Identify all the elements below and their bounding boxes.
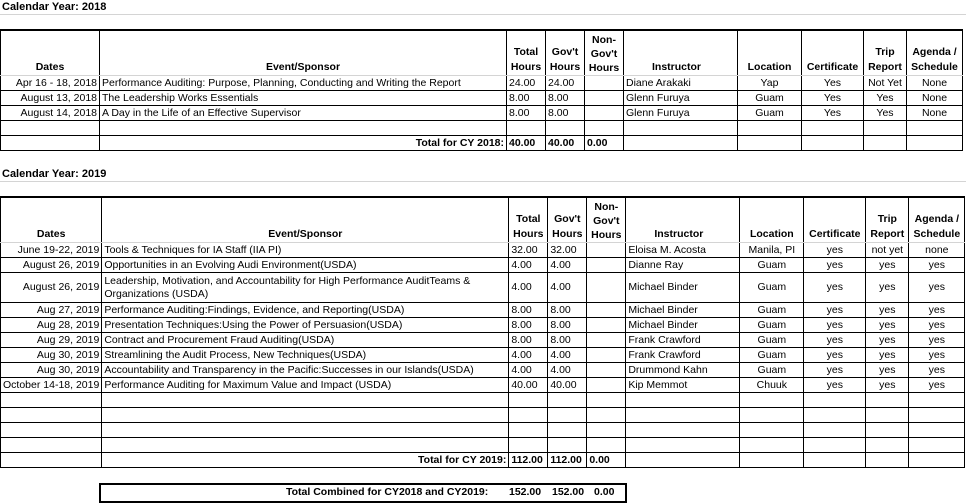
header-instructor: Instructor: [624, 30, 738, 76]
row-non-gov-hours: [585, 91, 624, 106]
row-event: Opportunities in an Evolving Audi Environment(USDA): [102, 258, 509, 273]
blank-cell: [909, 393, 965, 408]
table-row: [1, 378, 965, 393]
row-event: Performance Auditing:Findings, Evidence, and Reporting(USDA): [102, 303, 509, 318]
header-trip-report: Trip Report: [864, 30, 907, 76]
row-non-gov-hours: [587, 333, 626, 348]
blank-cell: [102, 393, 509, 408]
blank-cell: [587, 408, 626, 423]
blank-cell: [740, 438, 804, 453]
row-total-hours: 8.00: [509, 333, 548, 348]
blank-cell: [507, 121, 546, 136]
blank-cell: [866, 408, 909, 423]
blank-cell: [102, 438, 509, 453]
row-non-gov-hours: [587, 243, 626, 258]
row-dates: Aug 29, 2019: [1, 333, 102, 348]
row-trip-report: yes: [866, 273, 909, 303]
row-dates: Aug 30, 2019: [1, 348, 102, 363]
blank-row: [1, 423, 965, 438]
row-agenda: yes: [909, 303, 965, 318]
row-event: Tools & Techniques for IA Staff (IIA PI): [102, 243, 509, 258]
table-row: [1, 303, 965, 318]
blank-row: [1, 408, 965, 423]
blank-cell: [740, 393, 804, 408]
total-blank: [1, 453, 102, 468]
row-dates: August 26, 2019: [1, 273, 102, 303]
row-total-hours: 4.00: [509, 258, 548, 273]
row-certificate: Yes: [802, 91, 864, 106]
row-non-gov-hours: [587, 273, 626, 303]
row-non-gov-hours: [585, 76, 624, 91]
row-location: Guam: [740, 258, 804, 273]
blank-cell: [866, 393, 909, 408]
total-blank: [1, 136, 100, 151]
header-non-gov-hours: Non- Gov't Hours: [587, 197, 626, 243]
blank-cell: [585, 121, 624, 136]
row-trip-report: not yet: [866, 243, 909, 258]
blank-cell: [100, 121, 507, 136]
table-row: [1, 348, 965, 363]
row-agenda: none: [909, 243, 965, 258]
combined-total-label: Total Combined for CY2018 and CY2019:: [286, 486, 489, 498]
row-agenda: yes: [909, 318, 965, 333]
row-certificate: yes: [804, 348, 866, 363]
total-blank: [804, 453, 866, 468]
blank-cell: [548, 423, 587, 438]
header-total-hours: Total Hours: [507, 30, 546, 76]
row-gov-hours: 4.00: [548, 348, 587, 363]
row-event: The Leadership Works Essentials: [100, 91, 507, 106]
total-blank: [864, 136, 907, 151]
row-location: Yap: [738, 76, 802, 91]
total-label: Total for CY 2018:: [100, 136, 507, 151]
row-location: Guam: [740, 303, 804, 318]
table-2019: [0, 196, 965, 468]
row-certificate: yes: [804, 243, 866, 258]
total-gov-hours: 40.00: [546, 136, 585, 151]
combined-total-row: [99, 483, 627, 503]
blank-cell: [740, 408, 804, 423]
blank-cell: [802, 121, 864, 136]
header-trip-report: Trip Report: [866, 197, 909, 243]
row-gov-hours: 4.00: [548, 363, 587, 378]
blank-cell: [546, 121, 585, 136]
blank-cell: [509, 423, 548, 438]
table-row: [1, 318, 965, 333]
blank-cell: [102, 423, 509, 438]
row-trip-report: yes: [866, 258, 909, 273]
blank-cell: [1, 438, 102, 453]
blank-cell: [907, 121, 963, 136]
row-instructor: Kip Memmot: [626, 378, 740, 393]
row-total-hours: 8.00: [509, 303, 548, 318]
row-agenda: yes: [909, 378, 965, 393]
blank-cell: [102, 408, 509, 423]
blank-cell: [804, 408, 866, 423]
total-blank: [738, 136, 802, 151]
row-instructor: Diane Arakaki: [624, 76, 738, 91]
row-gov-hours: 24.00: [546, 76, 585, 91]
row-trip-report: yes: [866, 303, 909, 318]
table-row: [1, 106, 963, 121]
blank-row: [1, 121, 963, 136]
row-event: Performance Auditing: Purpose, Planning, Conducting and Writing the Report: [100, 76, 507, 91]
table-2018: [0, 29, 963, 151]
blank-cell: [626, 393, 740, 408]
row-trip-report: Not Yet: [864, 76, 907, 91]
header-event: Event/Sponsor: [100, 30, 507, 76]
table-row: [1, 273, 965, 303]
row-agenda: None: [907, 106, 963, 121]
header-agenda: Agenda / Schedule: [907, 30, 963, 76]
row-certificate: yes: [804, 258, 866, 273]
row-total-hours: 8.00: [507, 106, 546, 121]
header-gov-hours: Gov't Hours: [546, 30, 585, 76]
row-non-gov-hours: [587, 378, 626, 393]
blank-cell: [804, 423, 866, 438]
header-dates: Dates: [1, 197, 102, 243]
row-location: Guam: [740, 363, 804, 378]
table-row: [1, 363, 965, 378]
total-non-gov-hours: 0.00: [587, 453, 626, 468]
row-gov-hours: 4.00: [548, 258, 587, 273]
table-row: [1, 243, 965, 258]
row-instructor: Frank Crawford: [626, 333, 740, 348]
total-blank: [866, 453, 909, 468]
row-instructor: Drummond Kahn: [626, 363, 740, 378]
row-gov-hours: 32.00: [548, 243, 587, 258]
header-certificate: Certificate: [804, 197, 866, 243]
row-certificate: yes: [804, 318, 866, 333]
row-dates: Aug 30, 2019: [1, 363, 102, 378]
row-location: Manila, PI: [740, 243, 804, 258]
blank-cell: [909, 423, 965, 438]
header-agenda: Agenda / Schedule: [909, 197, 965, 243]
total-blank: [626, 453, 740, 468]
blank-cell: [626, 438, 740, 453]
blank-cell: [738, 121, 802, 136]
row-trip-report: yes: [866, 318, 909, 333]
row-dates: Apr 16 - 18, 2018: [1, 76, 100, 91]
row-certificate: Yes: [802, 76, 864, 91]
total-label: Total for CY 2019:: [102, 453, 509, 468]
total-blank: [909, 453, 965, 468]
blank-cell: [804, 393, 866, 408]
row-instructor: Dianne Ray: [626, 258, 740, 273]
row-trip-report: yes: [866, 333, 909, 348]
total-blank: [624, 136, 738, 151]
row-instructor: Michael Binder: [626, 318, 740, 333]
blank-cell: [624, 121, 738, 136]
row-agenda: yes: [909, 333, 965, 348]
row-location: Chuuk: [740, 378, 804, 393]
total-row: [1, 453, 965, 468]
row-dates: June 19-22, 2019: [1, 243, 102, 258]
blank-cell: [866, 423, 909, 438]
section-title-2019: Calendar Year: 2019: [2, 168, 107, 180]
row-event: Presentation Techniques:Using the Power of Persuasion(USDA): [102, 318, 509, 333]
row-instructor: Michael Binder: [626, 273, 740, 303]
header-location: Location: [738, 30, 802, 76]
row-dates: August 26, 2019: [1, 258, 102, 273]
header-gov-hours: Gov't Hours: [548, 197, 587, 243]
total-hours: 112.00: [509, 453, 548, 468]
row-instructor: Glenn Furuya: [624, 91, 738, 106]
row-event: Leadership, Motivation, and Accountability for High Performance AuditTeams & Organizations (USDA): [102, 273, 509, 303]
header-non-gov-hours: Non- Gov't Hours: [585, 30, 624, 76]
row-agenda: yes: [909, 363, 965, 378]
row-event: Performance Auditing for Maximum Value and Impact (USDA): [102, 378, 509, 393]
row-gov-hours: 8.00: [546, 91, 585, 106]
total-gov-hours: 112.00: [548, 453, 587, 468]
row-instructor: Glenn Furuya: [624, 106, 738, 121]
header-total-hours: Total Hours: [509, 197, 548, 243]
row-location: Guam: [740, 333, 804, 348]
blank-cell: [1, 408, 102, 423]
row-agenda: yes: [909, 273, 965, 303]
header-event: Event/Sponsor: [102, 197, 509, 243]
row-non-gov-hours: [587, 318, 626, 333]
row-agenda: yes: [909, 348, 965, 363]
row-instructor: Michael Binder: [626, 303, 740, 318]
blank-cell: [626, 408, 740, 423]
blank-row: [1, 393, 965, 408]
blank-cell: [587, 423, 626, 438]
row-location: Guam: [738, 91, 802, 106]
blank-cell: [740, 423, 804, 438]
row-gov-hours: 8.00: [548, 318, 587, 333]
blank-cell: [509, 408, 548, 423]
row-certificate: Yes: [802, 106, 864, 121]
row-instructor: Eloisa M. Acosta: [626, 243, 740, 258]
row-non-gov-hours: [585, 106, 624, 121]
row-dates: Aug 27, 2019: [1, 303, 102, 318]
table-row: [1, 258, 965, 273]
row-location: Guam: [740, 318, 804, 333]
row-trip-report: Yes: [864, 91, 907, 106]
row-trip-report: yes: [866, 348, 909, 363]
total-blank: [740, 453, 804, 468]
row-non-gov-hours: [587, 363, 626, 378]
table-row: [1, 333, 965, 348]
total-row: [1, 136, 963, 151]
row-dates: August 13, 2018: [1, 91, 100, 106]
blank-cell: [548, 393, 587, 408]
blank-cell: [587, 393, 626, 408]
row-certificate: yes: [804, 363, 866, 378]
row-gov-hours: 40.00: [548, 378, 587, 393]
row-event: Accountability and Transparency in the Pacific:Successes in our Islands(USDA): [102, 363, 509, 378]
blank-cell: [548, 438, 587, 453]
row-dates: Aug 28, 2019: [1, 318, 102, 333]
row-trip-report: yes: [866, 363, 909, 378]
combined-total-hours: 152.00: [509, 486, 542, 498]
header-instructor: Instructor: [626, 197, 740, 243]
row-total-hours: 4.00: [509, 348, 548, 363]
row-instructor: Frank Crawford: [626, 348, 740, 363]
row-total-hours: 32.00: [509, 243, 548, 258]
row-gov-hours: 8.00: [548, 303, 587, 318]
row-location: Guam: [738, 106, 802, 121]
row-gov-hours: 8.00: [548, 333, 587, 348]
blank-cell: [1, 423, 102, 438]
row-non-gov-hours: [587, 258, 626, 273]
row-gov-hours: 8.00: [546, 106, 585, 121]
row-certificate: yes: [804, 303, 866, 318]
blank-cell: [587, 438, 626, 453]
row-total-hours: 40.00: [509, 378, 548, 393]
blank-cell: [1, 393, 102, 408]
row-location: Guam: [740, 348, 804, 363]
row-total-hours: 4.00: [509, 363, 548, 378]
header-dates: Dates: [1, 30, 100, 76]
blank-cell: [1, 121, 100, 136]
blank-cell: [866, 438, 909, 453]
total-hours: 40.00: [507, 136, 546, 151]
total-blank: [802, 136, 864, 151]
row-agenda: None: [907, 91, 963, 106]
row-trip-report: Yes: [864, 106, 907, 121]
blank-cell: [864, 121, 907, 136]
blank-cell: [626, 423, 740, 438]
combined-gov-hours: 152.00: [552, 486, 585, 498]
row-certificate: yes: [804, 333, 866, 348]
blank-cell: [509, 393, 548, 408]
row-total-hours: 8.00: [507, 91, 546, 106]
blank-cell: [509, 438, 548, 453]
row-total-hours: 24.00: [507, 76, 546, 91]
row-total-hours: 8.00: [509, 318, 548, 333]
row-gov-hours: 4.00: [548, 273, 587, 303]
row-location: Guam: [740, 273, 804, 303]
row-dates: August 14, 2018: [1, 106, 100, 121]
blank-cell: [909, 408, 965, 423]
blank-row: [1, 438, 965, 453]
section-title-2018: Calendar Year: 2018: [2, 1, 107, 13]
total-non-gov-hours: 0.00: [585, 136, 624, 151]
row-event: A Day in the Life of an Effective Supervisor: [100, 106, 507, 121]
row-non-gov-hours: [587, 303, 626, 318]
row-event: Contract and Procurement Fraud Auditing(USDA): [102, 333, 509, 348]
row-agenda: None: [907, 76, 963, 91]
table-row: [1, 91, 963, 106]
header-certificate: Certificate: [802, 30, 864, 76]
total-blank: [907, 136, 963, 151]
row-agenda: yes: [909, 258, 965, 273]
table-row: [1, 76, 963, 91]
row-certificate: yes: [804, 378, 866, 393]
row-non-gov-hours: [587, 348, 626, 363]
combined-non-gov-hours: 0.00: [594, 486, 615, 498]
blank-cell: [804, 438, 866, 453]
row-trip-report: yes: [866, 378, 909, 393]
row-event: Streamlining the Audit Process, New Techniques(USDA): [102, 348, 509, 363]
blank-cell: [548, 408, 587, 423]
row-total-hours: 4.00: [509, 273, 548, 303]
row-dates: October 14-18, 2019: [1, 378, 102, 393]
header-location: Location: [740, 197, 804, 243]
row-certificate: yes: [804, 273, 866, 303]
blank-cell: [909, 438, 965, 453]
